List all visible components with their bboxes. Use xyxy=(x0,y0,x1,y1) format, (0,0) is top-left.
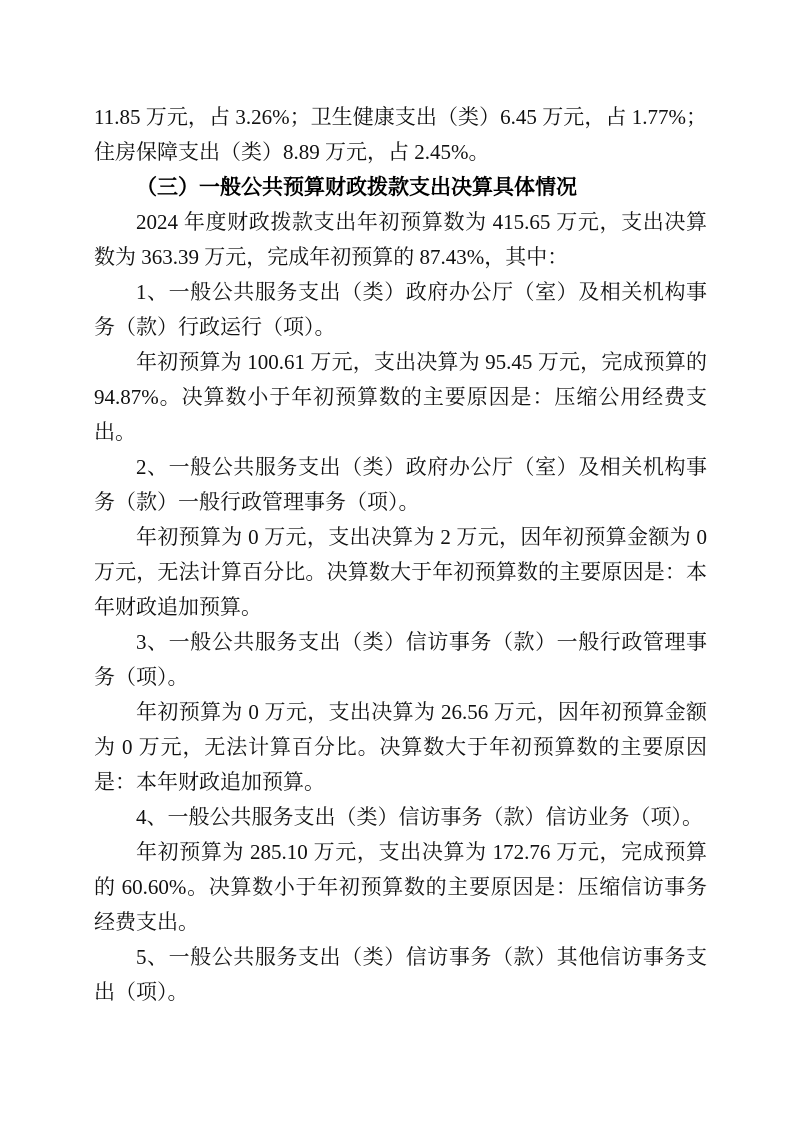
para-item3-title: 3、一般公共服务支出（类）信访事务（款）一般行政管理事务（项）。 xyxy=(94,630,707,689)
para-item5-title: 5、一般公共服务支出（类）信访事务（款）其他信访事务支出（项）。 xyxy=(94,945,707,1004)
para-item2-title: 2、一般公共服务支出（类）政府办公厅（室）及相关机构事务（款）一般行政管理事务（项）。 xyxy=(94,455,707,514)
para-item3-detail: 年初预算为 0 万元，支出决算为 26.56 万元，因年初预算金额为 0 万元，无法计算百分比。决算数大于年初预算数的主要原因是：本年财政追加预算。 xyxy=(94,700,707,794)
section-heading: （三）一般公共预算财政拨款支出决算具体情况 xyxy=(136,176,577,199)
para-carryover: 11.85 万元，占 3.26%；卫生健康支出（类）6.45 万元，占 1.77%；住房保障支出（类）8.89 万元，占 2.45%。 xyxy=(94,105,707,164)
para-item2-detail: 年初预算为 0 万元，支出决算为 2 万元，因年初预算金额为 0 万元，无法计算百分比。决算数大于年初预算数的主要原因是：本年财政追加预算。 xyxy=(94,525,707,619)
para-item1-detail: 年初预算为 100.61 万元，支出决算为 95.45 万元，完成预算的 94.87%。决算数小于年初预算数的主要原因是：压缩公用经费支出。 xyxy=(94,350,707,444)
para-budget-overview: 2024 年度财政拨款支出年初预算数为 415.65 万元，支出决算数为 363.39 万元，完成年初预算的 87.43%，其中： xyxy=(94,210,707,269)
document-body xyxy=(94,100,707,1010)
para-item4-title: 4、一般公共服务支出（类）信访事务（款）信访业务（项）。 xyxy=(136,805,703,829)
para-item4-detail: 年初预算为 285.10 万元，支出决算为 172.76 万元，完成预算的 60.60%。决算数小于年初预算数的主要原因是：压缩信访事务经费支出。 xyxy=(94,840,707,934)
para-item1-title: 1、一般公共服务支出（类）政府办公厅（室）及相关机构事务（款）行政运行（项）。 xyxy=(94,280,707,339)
